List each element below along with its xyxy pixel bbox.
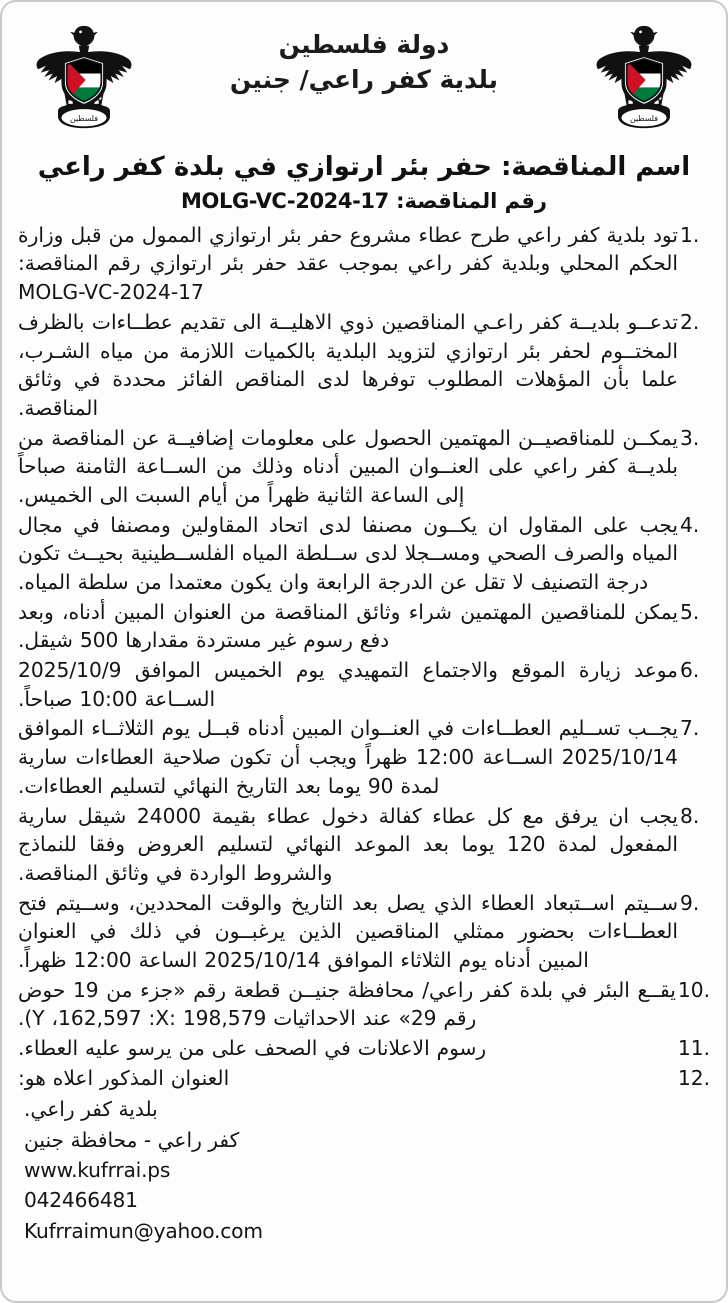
clause-text: رسوم الاعلانات في الصحف على من يرسو عليه العطاء. <box>18 1036 487 1061</box>
list-item <box>18 511 710 597</box>
contact-office: بلدية كفر راعي. <box>24 1097 158 1122</box>
list-item <box>18 424 710 510</box>
clause-text: ســيتم اســتبعاد العطاء الذي يصل بعد التاريخ والوقت المحددين، وســيتم فتح العطــاءات بحضور ممثلي المناقصين الذين يرغبــون في ذلك في العنوان المبين أدناه يوم الثلاثاء الموافق 2025/10/14 الساعة 12:00 ظهراً. <box>18 890 678 972</box>
tender-number-label: رقم المناقصة: <box>396 188 547 213</box>
svg-text:فلسطين: فلسطين <box>630 114 658 124</box>
clause-text: يجــب تســليم العطــاءات في العنــوان المبين أدناه قبــل يوم الثلاثــاء الموافق 2025/10/14 الســاعة 12:00 ظهراً ويجب أن تكون صلاحية العطاءات سارية لمدة 90 يوما بعد التاريخ النهائي لتسليم العطاءات. <box>18 716 678 798</box>
state-name: دولة فلسطين <box>278 30 450 59</box>
clause-number: 5. <box>680 599 700 624</box>
clause-number: 1. <box>680 222 700 247</box>
clause-number: 10. <box>677 977 710 1002</box>
clause-number: 3. <box>680 425 700 450</box>
tender-number-line <box>32 188 696 215</box>
clause-text: تدعــو بلديــة كفر راعـي المناقصين ذوي الاهليــة الى تقديم عطــاءات بالظرف المختــوم لحفر بئر ارتوازي لتزويد البلدية بالكميات اللازمة من مياه الشـرب، علما بأن المؤهلات المطلوب توفرها لدى المناقص الفائز محددة في وثائق المناقصة. <box>18 309 678 420</box>
clause-text: يجب على المقاول ان يكــون مصنفا لدى اتحاد المقاولين ومصنفا في مجال المياه والصرف الصحي ومســجلا لدى ســلطة المياه الفلســطينية بحيــث تكون درجة التصنيف لا تقل عن الدرجة الرابعة وان يكون معتمدا من سلطة المياه. <box>18 512 678 595</box>
list-item <box>18 598 710 655</box>
clause-number: 4. <box>680 512 700 537</box>
contact-email[interactable]: Kufrraimun@yahoo.com <box>24 1218 263 1243</box>
contact-address: كفر راعي - محافظة جنين <box>24 1127 240 1152</box>
svg-text:فلسطين: فلسطين <box>70 114 98 124</box>
clause-number: 12. <box>677 1065 710 1090</box>
clause-number: 8. <box>680 803 700 828</box>
clause-number: 2. <box>680 309 700 334</box>
clause-text: يجب ان يرفق مع كل عطاء كفالة دخول عطاء بقيمة 24000 شيقل سارية المفعول لمدة 120 يوما بعد الموعد النهائي لتسليم العروض وفقا للنماذج والشروط الواردة في وثائق المناقصة. <box>18 803 678 885</box>
clause-text: موعد زيارة الموقع والاجتماع التمهيدي يوم الخميس الموافق 2025/10/9 الســاعة 10:00 صباحاً. <box>18 658 678 711</box>
list-item <box>18 976 710 1033</box>
clause-number: 7. <box>680 716 700 741</box>
list-item <box>18 714 710 800</box>
clause-text: العنوان المذكور اعلاه هو: <box>18 1065 230 1090</box>
clause-list <box>18 221 710 1093</box>
list-item <box>18 1064 710 1093</box>
list-item <box>18 1034 710 1063</box>
list-item <box>18 221 710 307</box>
list-item <box>18 308 710 423</box>
clause-number: 11. <box>677 1036 710 1061</box>
contact-website[interactable]: www.kufrrai.ps <box>24 1158 171 1183</box>
clause-text: يقــع البئر في بلدة كفر راعي/ محافظة جنيــن قطعة رقم «جزء من 19 حوض رقم 29» عند الاحداثيات 198,579 :Y ،162,597 :X). <box>18 977 676 1031</box>
list-item <box>18 889 710 975</box>
contact-block <box>18 1094 710 1245</box>
clause-text: يمكن للمناقصين المهتمين شراء وثائق المناقصة من العنوان المبين أدناه، وبعد دفع رسوم غير مستردة مقدارها 500 شيقل. <box>18 599 678 653</box>
document-header <box>18 12 710 147</box>
contact-phone[interactable]: 042466481 <box>24 1188 138 1213</box>
list-item <box>18 656 710 713</box>
list-item <box>18 802 710 888</box>
clause-text: يمكــن للمناقصيــن المهتمين الحصول على معلومات إضافيــة عن المناقصة من بلديــة كفر راعي على العنــوان المبين أدناه وذلك من الســاعة الثامنة صباحاً إلى الساعة الثانية ظهراً من أيام السبت الى الخميس. <box>18 425 678 507</box>
tender-number-code: MOLG-VC-2024-17 <box>181 188 389 213</box>
header-title-block <box>18 28 710 98</box>
clause-number: 6. <box>680 658 700 683</box>
municipality-name: بلدية كفر راعي/ جنين <box>229 64 499 94</box>
clause-number: 9. <box>680 890 700 915</box>
tender-title: اسم المناقصة: حفر بئر ارتوازي في بلدة كفر راعي <box>37 152 691 182</box>
clause-text: تود بلدية كفر راعي طرح عطاء مشروع حفر بئر ارتوازي الممول من قبل وزارة الحكم المحلي وبلدية كفر راعي بموجب عقد حفر بئر ارتوازي رقم المناقصة: MOLG-VC-2024-17 <box>18 222 678 305</box>
